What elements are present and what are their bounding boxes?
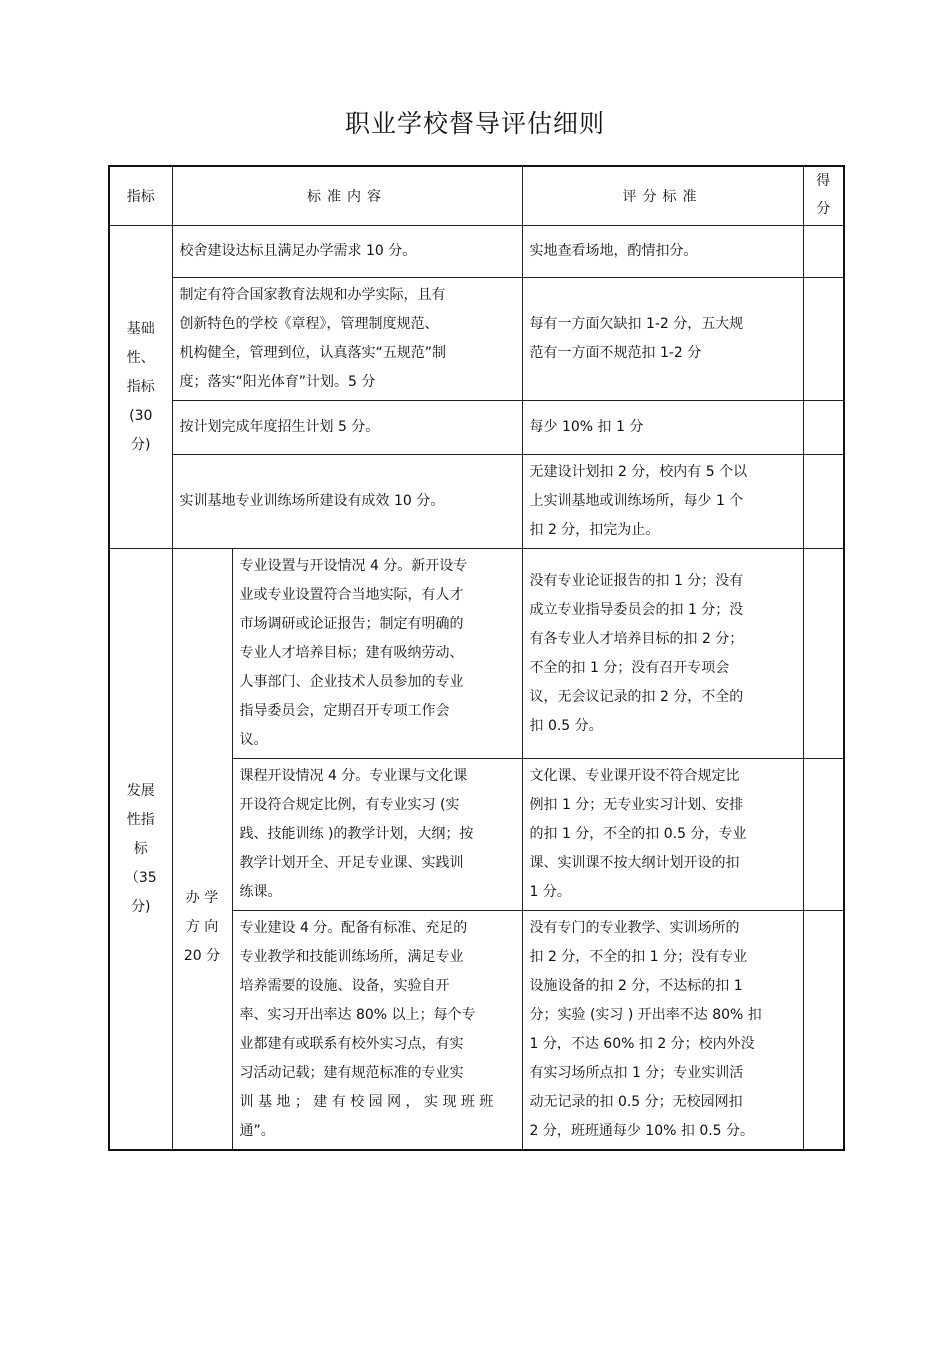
score-cell[interactable]	[803, 226, 844, 278]
content-cell: 校舍建设达标且满足办学需求 10 分。	[179, 243, 417, 259]
table-row	[109, 455, 844, 549]
table-row	[109, 278, 844, 401]
score-cell[interactable]	[803, 278, 844, 401]
header-indicator: 指标	[109, 166, 172, 226]
category-development: 发展 性指 标 （35 分)	[109, 549, 172, 1151]
table-header-row	[109, 166, 844, 226]
score-cell[interactable]	[803, 911, 844, 1151]
criteria-cell: 实地查看场地，酌情扣分。	[529, 243, 698, 259]
content-cell: 专业建设 4 分。配备有标准、充足的 专业教学和技能训练场所，满足专业 培养需要的设施、设备，实验自开 率、实习开出率达 80% 以上；每个专 业都建有或联系有校外实习点，有实 习活动记载；建有规范标准的专业实 训 基 地 ； 建 有 校 园 网 ， 实 现 班 班 通”。	[239, 920, 494, 1139]
content-cell: 课程开设情况 4 分。专业课与文化课 开设符合规定比例，有专业实习 (实 践、技能训练 )的教学计划，大纲；按 教学计划开全、开足专业课、实践训 练课。	[239, 768, 474, 900]
score-cell[interactable]	[803, 401, 844, 455]
header-criteria: 评分标准	[522, 166, 803, 226]
evaluation-table	[108, 165, 845, 1151]
criteria-cell: 文化课、专业课开设不符合规定比 例扣 1 分；无专业实习计划、安排 的扣 1 分，不全的扣 0.5 分，专业 课、实训课不按大纲计划开设的扣 1 分。	[529, 768, 747, 900]
score-cell[interactable]	[803, 759, 844, 911]
content-cell: 实训基地专业训练场所建设有成效 10 分。	[179, 493, 445, 509]
criteria-cell: 每有一方面欠缺扣 1-2 分，五大规 范有一方面不规范扣 1-2 分	[529, 316, 744, 361]
criteria-cell: 无建设计划扣 2 分，校内有 5 个以 上实训基地或训练场所，每少 1 个 扣 2 分，扣完为止。	[529, 464, 748, 538]
score-cell[interactable]	[803, 549, 844, 759]
criteria-cell: 没有专业论证报告的扣 1 分；没有 成立专业指导委员会的扣 1 分；没 有各专业人才培养目标的扣 2 分； 不全的扣 1 分；没有召开专项会 议，无会议记录的扣 2 分，不全的 扣 0.5 分。	[529, 572, 744, 734]
page-title: 职业学校督导评估细则	[344, 109, 605, 138]
score-cell[interactable]	[803, 455, 844, 549]
content-cell: 制定有符合国家教育法规和办学实际，且有 创新特色的学校《章程》，管理制度规范、 机构健全，管理到位，认真落实“五规范”制 度；落实“阳光体育”计划。5 分	[179, 287, 447, 390]
subcategory-direction	[172, 549, 232, 1151]
category-basic: 基础 性、 指标 (30 分)	[109, 226, 172, 549]
criteria-cell: 每少 10% 扣 1 分	[529, 419, 644, 435]
header-content: 标准内容	[172, 166, 522, 226]
header-score: 得 分	[816, 173, 831, 217]
subcategory-label: 办 学 方 向 20 分	[183, 890, 221, 964]
table-row	[109, 226, 844, 278]
table-row	[109, 549, 844, 759]
content-cell: 按计划完成年度招生计划 5 分。	[179, 419, 380, 435]
content-cell: 专业设置与开设情况 4 分。新开设专 业或专业设置符合当地实际，有人才 市场调研或论证报告；制定有明确的 专业人才培养目标；建有吸纳劳动、 人事部门、企业技术人员参加的专业 指导委员会，定期召开专项工作会 议。	[239, 558, 468, 748]
table-row	[109, 401, 844, 455]
criteria-cell: 没有专门的专业教学、实训场所的 扣 2 分，不全的扣 1 分；没有专业 设施设备的扣 2 分，不达标的扣 1 分；实验 (实习 ) 开出率不达 80% 扣 1 分，不达 60% 扣 2 分；校内外没 有实习场所点扣 1 分；专业实训活 动无记录的扣 0.5 分；无校园网扣 2 分，班班通每少 10% 扣 0.5 分。	[529, 920, 762, 1139]
